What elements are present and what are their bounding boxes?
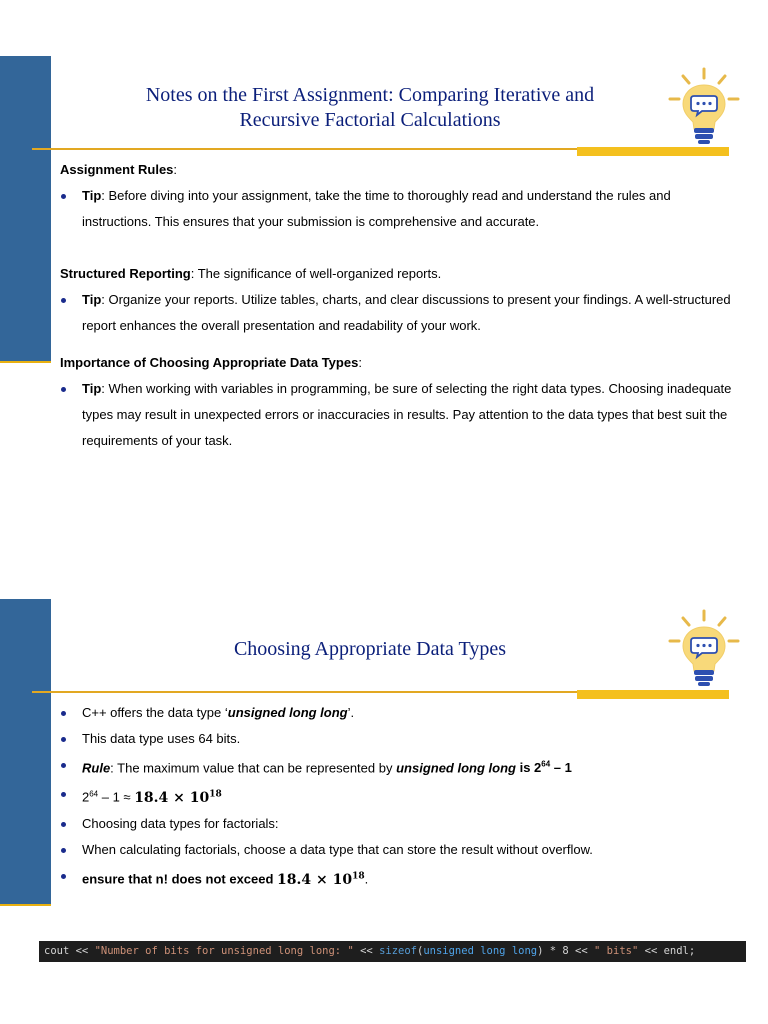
lightbulb-icon — [666, 66, 742, 148]
slide1-title-line2: Recursive Factorial Calculations — [239, 109, 501, 131]
list-item: This data type uses 64 bits. — [60, 726, 740, 752]
list-item: C++ offers the data type ‘unsigned long long’. — [60, 700, 740, 726]
list-item: Tip: Organize your reports. Utilize tables, charts, and clear discussions to present your findings. A well-structured report enhances the overall presentation and readability of your work. — [60, 287, 740, 339]
slide2-sidebar-accent — [0, 904, 51, 906]
slide1-section-assignment-rules — [60, 157, 740, 235]
list-item: Choosing data types for factorials: — [60, 811, 740, 837]
slide1-section-data-types — [60, 350, 740, 454]
slide2-sidebar — [0, 599, 51, 904]
slide1-title-accent-bar — [577, 147, 729, 156]
code-snippet: cout << "Number of bits for unsigned long long: " << sizeof(unsigned long long) * 8 << " bits" << endl; — [39, 941, 746, 962]
lightbulb-icon — [666, 608, 742, 690]
slide2-bullets — [60, 700, 740, 893]
bullet-list — [60, 287, 740, 339]
slide1-sidebar-accent — [0, 361, 51, 363]
slide1-title-line1: Notes on the First Assignment: Comparing Iterative and — [145, 84, 595, 106]
slide2-title-accent-bar — [577, 690, 729, 699]
slide2-title: Choosing Appropriate Data Types — [233, 638, 507, 660]
section-heading: Importance of Choosing Appropriate Data Types: — [60, 355, 362, 370]
list-item: Tip: Before diving into your assignment, take the time to thoroughly read and understand the rules and instructions. This ensures that your submission is comprehensive and accurate. — [60, 183, 740, 235]
list-item: $2^{64} - 1 \approx 18.4 \times 10^{18}$ — [60, 781, 740, 811]
bullet-list — [60, 700, 740, 893]
list-item: ensure that n! does not exceed $18.4 \times 10^{18}$. — [60, 863, 740, 893]
bullet-list — [60, 183, 740, 235]
bullet-list — [60, 376, 740, 454]
section-heading: Assignment Rules: — [60, 162, 178, 177]
slide1-section-structured-reporting — [60, 261, 740, 339]
list-item: When calculating factorials, choose a data type that can store the result without overflow. — [60, 837, 740, 863]
section-heading: Structured Reporting: The significance of well-organized reports. — [60, 266, 442, 281]
list-item: Tip: When working with variables in programming, be sure of selecting the right data types. Choosing inadequate types may result in unexpected errors or inaccuracies in results. Pay attention to the data types that best suit the requirements of your task. — [60, 376, 740, 454]
slide1-title — [80, 83, 660, 133]
list-item: Rule: The maximum value that can be represented by unsigned long long is $2^{64} - 1$ — [60, 752, 740, 781]
slide1-sidebar — [0, 56, 51, 361]
